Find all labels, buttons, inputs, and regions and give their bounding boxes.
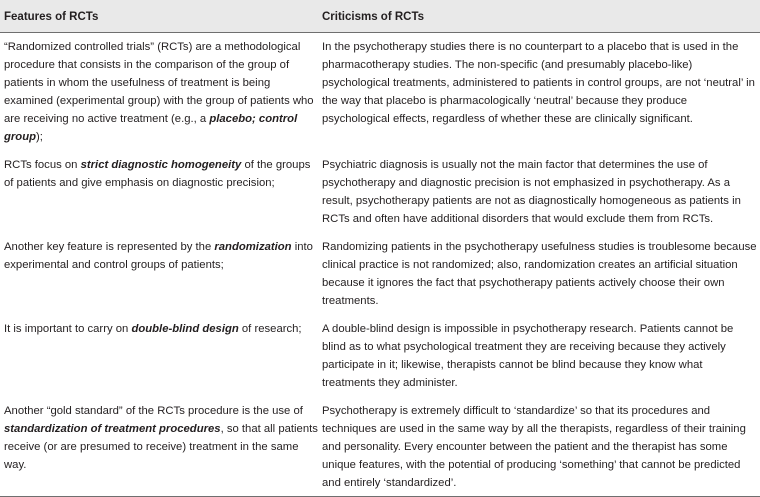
table-row: [0, 148, 760, 232]
table-row: [0, 33, 760, 149]
feature-keyword: double-blind design: [131, 323, 239, 335]
feature-cell: [0, 148, 322, 232]
table-header-row: [0, 0, 760, 33]
table-row: [0, 232, 760, 314]
feature-text: );: [36, 131, 43, 143]
header-criticisms: Criticisms of RCTs: [322, 0, 760, 33]
criticism-cell: Randomizing patients in the psychotherapy usefulness studies is troublesome because clinical practice is not randomized; also, randomization creates an artificial situation because it ignores the fact that psychotherapy patients actively choose their own treatments.: [322, 241, 757, 307]
feature-text: into experimental and control groups of patients;: [4, 241, 313, 271]
feature-text: , so that all patients receive (or are presumed to receive) treatment in the same way.: [4, 423, 318, 471]
feature-text: It is important to carry on: [4, 323, 132, 335]
feature-cell: [0, 232, 322, 314]
feature-keyword: placebo; control group: [4, 113, 298, 143]
feature-text: Another “gold standard” of the RCTs procedure is the use of: [4, 405, 303, 417]
feature-keyword: strict diagnostic homogeneity: [80, 159, 242, 171]
feature-text: of research;: [238, 323, 302, 335]
feature-cell: [0, 396, 322, 497]
table-row: [0, 314, 760, 396]
feature-text: of the groups of patients and give emphasis on diagnostic precision;: [4, 159, 311, 189]
feature-cell: [0, 314, 322, 396]
feature-text: “Randomized controlled trials” (RCTs) are a methodological procedure that consists in the comparison of the group of patients in whom the usefulness of treatment is being examined (experimental group) with the group of patients who are receiving no active treatment (e.g., a: [4, 41, 314, 125]
feature-keyword: standardization of treatment procedures: [4, 423, 221, 435]
feature-keyword: randomization: [214, 241, 292, 253]
table-row: [0, 396, 760, 497]
criticism-cell: Psychotherapy is extremely difficult to ‘standardize’ so that its procedures and techniques are used in the same way by all the therapists, regardless of their training and personality. Every encounter between the patient and the therapist has some unique features, with the potential of producing ‘something’ that cannot be predicted and entirely ‘standardized’.: [322, 396, 760, 497]
criticism-cell: A double-blind design is impossible in psychotherapy research. Patients cannot be blind as to what psychological treatment they are receiving because they actively participate in it; likewise, therapists cannot be blind because they know what treatments they administer.: [322, 323, 734, 389]
feature-text: Another key feature is represented by the: [4, 241, 215, 253]
header-features: Features of RCTs: [0, 0, 322, 33]
criticism-cell: Psychiatric diagnosis is usually not the main factor that determines the use of psychotherapy and diagnostic precision is not emphasized in psychotherapy. As a result, psychotherapy patients are not as diagnostically homogeneous as patients in RCTs and often have additional disorders that would exclude them from RCTs.: [322, 159, 741, 225]
feature-text: RCTs focus on: [4, 159, 81, 171]
feature-cell: [0, 33, 322, 149]
criticism-cell: In the psychotherapy studies there is no counterpart to a placebo that is used in the pharmacotherapy studies. The non-specific (and presumably placebo-like) psychological treatments, administered to patients in control groups, are not ‘neutral’ in the way that placebo is pharmacologically ‘neutral’ because they produce psychological effects, regardless of whether these are clinically significant.: [322, 41, 755, 125]
